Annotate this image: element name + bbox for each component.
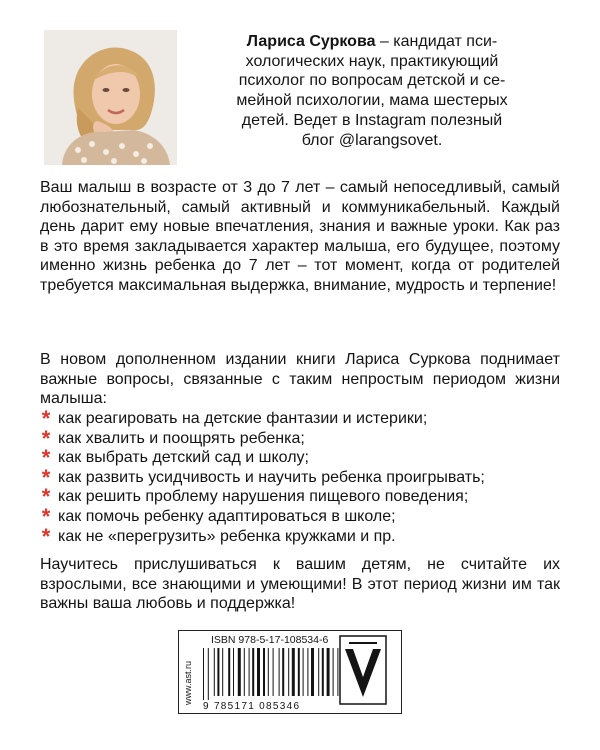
author-bio-line-4: мейной психологии, мама шестерых bbox=[236, 92, 508, 110]
author-photo bbox=[44, 30, 177, 165]
edition-paragraph: В новом дополненном издании книги Лариса Суркова поднимает важные вопросы, связанные с таким непростым периодом жизни малыша: bbox=[40, 351, 560, 408]
barcode-bar bbox=[279, 648, 280, 696]
intro-paragraph: Ваш малыш в возрасте от 3 до 7 лет – самый непоседливый, самый любознательный, самый активный и коммуникабельный. Каждый день дарит ему новые впечатления, знания и важные уроки. Как раз в это время закладывается характер малыша, его будущее, поэтому именно жизнь ребенка до 7 лет – тот момент, когда от родителей требуется максимальная выдержка, внимание, мудрость и терпение! bbox=[40, 179, 560, 294]
list-item bbox=[40, 445, 565, 471]
list-item bbox=[40, 523, 565, 549]
barcode-bar bbox=[298, 648, 300, 696]
barcode-bar bbox=[233, 648, 234, 696]
barcode-bar bbox=[222, 648, 223, 696]
list-item-text: как выбрать детский сад и школу; bbox=[58, 449, 309, 467]
barcode-bar bbox=[268, 648, 269, 696]
barcode-bar bbox=[322, 648, 324, 696]
publisher-v-logo bbox=[339, 635, 387, 705]
topics-list bbox=[40, 406, 565, 549]
barcode-bar bbox=[303, 648, 304, 696]
barcode-bar bbox=[282, 648, 284, 696]
author-bio-line-5: детей. Ведет в Instagram полезный bbox=[241, 111, 503, 129]
author-portrait-image bbox=[44, 30, 177, 165]
author-name: Лариса Суркова bbox=[246, 33, 376, 50]
barcode-bar bbox=[244, 648, 245, 696]
barcode-bar bbox=[257, 648, 260, 696]
list-item bbox=[40, 464, 565, 490]
barcode-bar bbox=[273, 648, 274, 696]
list-item bbox=[40, 406, 565, 431]
asterisk-icon: * bbox=[41, 523, 51, 549]
barcode-bar bbox=[203, 648, 204, 700]
asterisk-icon: * bbox=[41, 484, 51, 510]
barcode-bar bbox=[263, 648, 265, 696]
barcode-bars bbox=[203, 648, 343, 700]
barcode-bar bbox=[327, 648, 330, 696]
barcode-bar bbox=[333, 648, 334, 696]
list-item-text: как хвалить и поощрять ребенка; bbox=[58, 429, 305, 447]
list-item-text: как реагировать на детские фантазии и истерики; bbox=[58, 410, 428, 427]
barcode-bar bbox=[318, 648, 319, 696]
barcode-digits: 9 785171 085346 bbox=[203, 701, 301, 712]
asterisk-icon: * bbox=[41, 425, 51, 451]
barcode-bar bbox=[288, 648, 289, 696]
author-bio bbox=[192, 32, 552, 150]
author-bio-line-1 bbox=[192, 32, 552, 52]
author-bio-line-6: блог @larangsovet. bbox=[301, 131, 443, 149]
isbn-label: ISBN 978-5-17-108534-6 bbox=[211, 634, 329, 646]
barcode-bar bbox=[249, 648, 250, 696]
list-item-text: как не «перегрузить» ребенка кружками и пр. bbox=[58, 527, 396, 545]
barcode-bar bbox=[238, 648, 241, 696]
barcode-bar bbox=[214, 648, 215, 696]
barcode-bar bbox=[217, 648, 219, 696]
list-item-text: как решить проблему нарушения пищевого поведения; bbox=[58, 488, 469, 506]
barcode-bar bbox=[311, 648, 314, 696]
publisher-site: www.ast.ru bbox=[183, 660, 193, 705]
barcode-bar bbox=[307, 648, 308, 696]
asterisk-icon: * bbox=[41, 503, 51, 529]
barcode-bar bbox=[228, 648, 230, 696]
barcode-bar bbox=[208, 648, 209, 700]
closing-paragraph: Научитесь прислушиваться к вашим детям, не считайте их взрослыми, все знающими и умеющими! В этот период жизни им так важны ваша любовь и поддержка! bbox=[40, 556, 560, 613]
barcode-bar bbox=[252, 648, 254, 696]
author-bio-line-2: хологических наук, практикующий bbox=[245, 52, 499, 70]
author-bio-text: – кандидат пси- bbox=[379, 33, 498, 50]
list-item bbox=[40, 503, 565, 529]
barcode-bar bbox=[292, 648, 295, 696]
author-bio-line-3: психолог по вопросам детской и се- bbox=[238, 72, 506, 90]
asterisk-icon: * bbox=[41, 445, 51, 471]
asterisk-icon: * bbox=[41, 464, 51, 490]
list-item bbox=[40, 484, 565, 510]
asterisk-icon: * bbox=[41, 406, 51, 431]
list-item-text: как развить усидчивость и научить ребенка проигрывать; bbox=[58, 468, 485, 486]
list-item bbox=[40, 425, 565, 451]
list-item-text: как помочь ребенку адаптироваться в школе; bbox=[58, 507, 396, 525]
